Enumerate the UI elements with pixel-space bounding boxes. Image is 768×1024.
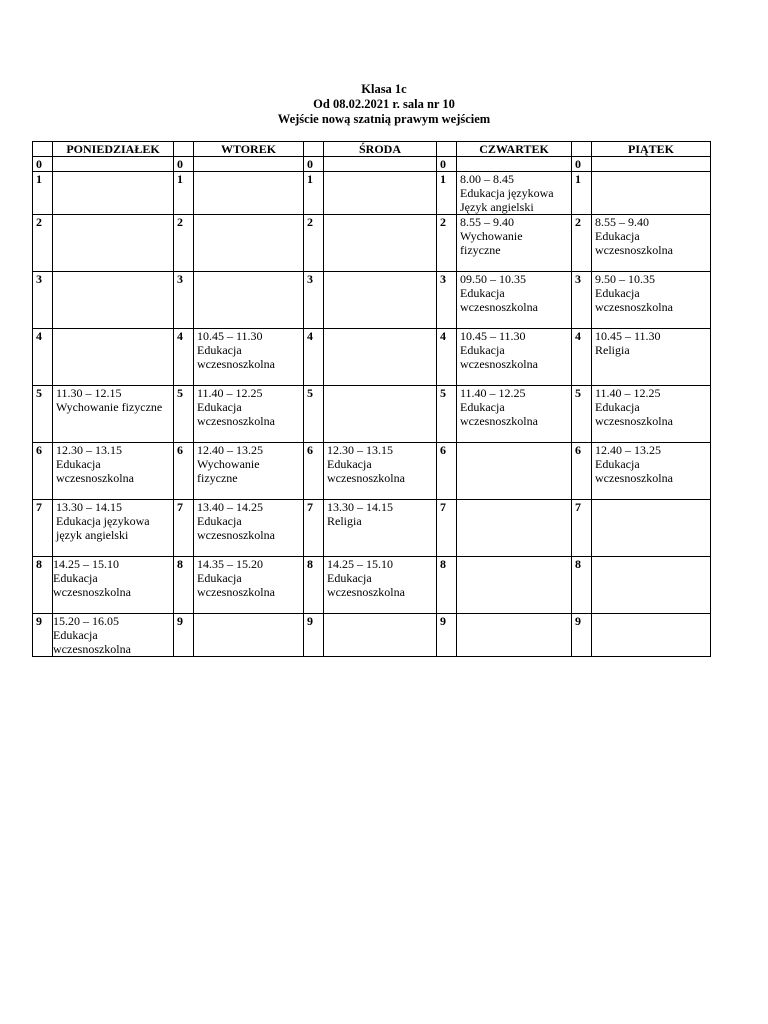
lesson-time: 12.40 – 13.25 <box>197 443 263 457</box>
lesson-cell <box>592 443 711 500</box>
lesson-subject: Wychowanie fizyczne <box>56 400 163 414</box>
lesson-number: 4 <box>437 329 457 386</box>
day-header: WTOREK <box>194 142 304 157</box>
lesson-number: 5 <box>572 386 592 443</box>
lesson-cell <box>53 272 174 329</box>
lesson-cell <box>194 614 304 657</box>
lesson-number: 9 <box>174 614 194 657</box>
lesson-subject: Edukacja <box>460 343 505 357</box>
lesson-number: 7 <box>174 500 194 557</box>
lesson-number: 0 <box>437 157 457 172</box>
lesson-cell <box>324 172 437 215</box>
lesson-cell <box>592 500 711 557</box>
lesson-subject: Edukacja <box>327 457 372 471</box>
lesson-number: 4 <box>304 329 324 386</box>
lesson-subject: fizyczne <box>460 243 501 257</box>
lesson-cell <box>53 443 174 500</box>
lesson-subject: Edukacja <box>197 343 242 357</box>
lesson-subject: Edukacja językowa <box>56 514 150 528</box>
lesson-cell <box>592 272 711 329</box>
lesson-cell <box>324 329 437 386</box>
lesson-subject: Edukacja <box>56 457 101 471</box>
lesson-cell <box>324 215 437 272</box>
lesson-subject: wczesnoszkolna <box>327 585 405 599</box>
lesson-subject: wczesnoszkolna <box>197 414 275 428</box>
lesson-subject: wczesnoszkolna <box>53 642 131 656</box>
lesson-cell <box>324 500 437 557</box>
lesson-number: 0 <box>33 157 53 172</box>
lesson-subject: Edukacja <box>595 457 640 471</box>
lesson-row <box>33 172 711 215</box>
lesson-subject: Edukacja <box>595 286 640 300</box>
lesson-subject: Religia <box>595 343 630 357</box>
lesson-number: 6 <box>437 443 457 500</box>
lesson-subject: wczesnoszkolna <box>595 471 673 485</box>
document-heading <box>0 82 768 127</box>
lesson-number: 5 <box>174 386 194 443</box>
timetable-body <box>33 157 711 657</box>
lesson-number: 7 <box>572 500 592 557</box>
lesson-cell <box>194 215 304 272</box>
lesson-number: 3 <box>33 272 53 329</box>
lesson-time: 11.40 – 12.25 <box>460 386 526 400</box>
lesson-number: 1 <box>437 172 457 215</box>
lesson-row <box>33 557 711 614</box>
lesson-number: 6 <box>572 443 592 500</box>
lesson-subject: wczesnoszkolna <box>197 585 275 599</box>
lesson-subject: Edukacja <box>53 571 98 585</box>
lesson-cell <box>457 157 572 172</box>
lesson-number: 3 <box>304 272 324 329</box>
lesson-cell <box>194 172 304 215</box>
lesson-time: 10.45 – 11.30 <box>595 329 661 343</box>
lesson-number: 3 <box>572 272 592 329</box>
lesson-row <box>33 329 711 386</box>
lesson-cell <box>53 614 174 657</box>
lesson-number: 7 <box>437 500 457 557</box>
lesson-time: 10.45 – 11.30 <box>460 329 526 343</box>
lesson-number: 1 <box>174 172 194 215</box>
lesson-cell <box>53 215 174 272</box>
lesson-cell <box>53 157 174 172</box>
lesson-number: 7 <box>304 500 324 557</box>
lesson-cell <box>194 329 304 386</box>
lesson-subject: wczesnoszkolna <box>53 585 131 599</box>
lesson-subject: Wychowanie <box>460 229 523 243</box>
lesson-number: 2 <box>437 215 457 272</box>
lesson-time: 11.40 – 12.25 <box>595 386 661 400</box>
lesson-number: 0 <box>174 157 194 172</box>
lesson-number: 2 <box>304 215 324 272</box>
lesson-number: 5 <box>33 386 53 443</box>
lesson-number: 0 <box>304 157 324 172</box>
lesson-subject: Edukacja językowa <box>460 186 554 200</box>
lesson-time: 11.40 – 12.25 <box>197 386 263 400</box>
lesson-number: 7 <box>33 500 53 557</box>
lesson-row <box>33 500 711 557</box>
lesson-time: 14.35 – 15.20 <box>197 557 263 571</box>
lesson-number: 3 <box>437 272 457 329</box>
lesson-number: 4 <box>174 329 194 386</box>
lesson-time: 8.00 – 8.45 <box>460 172 514 186</box>
lesson-subject: Edukacja <box>595 229 640 243</box>
lesson-row <box>33 386 711 443</box>
lesson-time: 9.50 – 10.35 <box>595 272 655 286</box>
lesson-time: 11.30 – 12.15 <box>56 386 122 400</box>
lesson-cell <box>592 614 711 657</box>
lesson-row <box>33 272 711 329</box>
lesson-cell <box>53 329 174 386</box>
days-header-row <box>33 142 711 157</box>
lesson-number: 1 <box>304 172 324 215</box>
lesson-row <box>33 443 711 500</box>
lesson-cell <box>592 157 711 172</box>
lesson-cell <box>324 386 437 443</box>
lesson-row <box>33 157 711 172</box>
day-header: PIĄTEK <box>592 142 711 157</box>
lesson-subject: Edukacja <box>197 400 242 414</box>
day-header: PONIEDZIAŁEK <box>53 142 174 157</box>
lesson-cell <box>53 172 174 215</box>
lesson-time: 14.25 – 15.10 <box>327 557 393 571</box>
lesson-subject: Edukacja <box>197 571 242 585</box>
lesson-time: 13.30 – 14.15 <box>327 500 393 514</box>
lesson-time: 14.25 – 15.10 <box>53 557 119 571</box>
lesson-cell <box>53 557 174 614</box>
lesson-subject: Edukacja <box>460 286 505 300</box>
lesson-time: 13.30 – 14.15 <box>56 500 122 514</box>
lesson-time: 12.40 – 13.25 <box>595 443 661 457</box>
lesson-time: 12.30 – 13.15 <box>327 443 393 457</box>
lesson-number: 9 <box>437 614 457 657</box>
lesson-cell <box>194 557 304 614</box>
lesson-subject: Edukacja <box>460 400 505 414</box>
lesson-number: 8 <box>437 557 457 614</box>
class-title: Klasa 1c <box>361 82 407 96</box>
lesson-number: 1 <box>572 172 592 215</box>
lesson-number: 9 <box>304 614 324 657</box>
lesson-time: 15.20 – 16.05 <box>53 614 119 628</box>
lesson-cell <box>324 443 437 500</box>
lesson-subject: język angielski <box>56 528 129 542</box>
day-header: ŚRODA <box>324 142 437 157</box>
lesson-cell <box>457 272 572 329</box>
lesson-cell <box>457 215 572 272</box>
lesson-cell <box>53 500 174 557</box>
lesson-subject: wczesnoszkolna <box>460 414 538 428</box>
lesson-cell <box>592 215 711 272</box>
lesson-cell <box>592 329 711 386</box>
lesson-cell <box>457 172 572 215</box>
lesson-time: 13.40 – 14.25 <box>197 500 263 514</box>
lesson-number: 1 <box>33 172 53 215</box>
lesson-number: 5 <box>304 386 324 443</box>
lesson-number: 6 <box>304 443 324 500</box>
day-header: CZWARTEK <box>457 142 572 157</box>
lesson-number: 3 <box>174 272 194 329</box>
lesson-subject: wczesnoszkolna <box>595 243 673 257</box>
lesson-number: 8 <box>33 557 53 614</box>
timetable <box>32 141 711 657</box>
lesson-number: 5 <box>437 386 457 443</box>
lesson-subject: wczesnoszkolna <box>197 528 275 542</box>
lesson-number: 8 <box>572 557 592 614</box>
lesson-subject: wczesnoszkolna <box>460 300 538 314</box>
lesson-cell <box>592 386 711 443</box>
lesson-subject: Wychowanie <box>197 457 260 471</box>
lesson-time: 10.45 – 11.30 <box>197 329 263 343</box>
lesson-subject: Edukacja <box>197 514 242 528</box>
lesson-number: 9 <box>572 614 592 657</box>
lesson-subject: Religia <box>327 514 362 528</box>
lesson-cell <box>324 614 437 657</box>
lesson-cell <box>194 157 304 172</box>
lesson-subject: Język angielski <box>460 200 534 214</box>
lesson-cell <box>194 443 304 500</box>
lesson-number: 4 <box>33 329 53 386</box>
lesson-row <box>33 215 711 272</box>
lesson-cell <box>324 157 437 172</box>
lesson-number: 9 <box>33 614 53 657</box>
lesson-number: 2 <box>572 215 592 272</box>
lesson-number: 0 <box>572 157 592 172</box>
lesson-cell <box>457 386 572 443</box>
lesson-number: 2 <box>174 215 194 272</box>
lesson-time: 8.55 – 9.40 <box>595 215 649 229</box>
lesson-subject: Edukacja <box>595 400 640 414</box>
entrance-note: Wejście nową szatnią prawym wejściem <box>277 112 491 126</box>
lesson-subject: wczesnoszkolna <box>595 414 673 428</box>
lesson-time: 12.30 – 13.15 <box>56 443 122 457</box>
lesson-number: 6 <box>174 443 194 500</box>
lesson-time: 8.55 – 9.40 <box>460 215 514 229</box>
lesson-cell <box>53 386 174 443</box>
lesson-subject: fizyczne <box>197 471 238 485</box>
lesson-cell <box>194 500 304 557</box>
lesson-subject: wczesnoszkolna <box>595 300 673 314</box>
lesson-subject: wczesnoszkolna <box>56 471 134 485</box>
lesson-cell <box>194 272 304 329</box>
lesson-subject: wczesnoszkolna <box>460 357 538 371</box>
lesson-number: 4 <box>572 329 592 386</box>
lesson-cell <box>457 614 572 657</box>
date-room-line: Od 08.02.2021 r. sala nr 10 <box>313 97 455 111</box>
lesson-time: 09.50 – 10.35 <box>460 272 526 286</box>
lesson-subject: wczesnoszkolna <box>197 357 275 371</box>
lesson-subject: wczesnoszkolna <box>327 471 405 485</box>
lesson-cell <box>324 272 437 329</box>
lesson-cell <box>457 443 572 500</box>
lesson-cell <box>592 557 711 614</box>
lesson-row <box>33 614 711 657</box>
lesson-number: 8 <box>174 557 194 614</box>
lesson-cell <box>457 500 572 557</box>
lesson-number: 6 <box>33 443 53 500</box>
lesson-subject: Edukacja <box>53 628 98 642</box>
lesson-cell <box>592 172 711 215</box>
lesson-cell <box>194 386 304 443</box>
lesson-cell <box>324 557 437 614</box>
lesson-cell <box>457 557 572 614</box>
lesson-number: 8 <box>304 557 324 614</box>
lesson-number: 2 <box>33 215 53 272</box>
lesson-cell <box>457 329 572 386</box>
lesson-subject: Edukacja <box>327 571 372 585</box>
